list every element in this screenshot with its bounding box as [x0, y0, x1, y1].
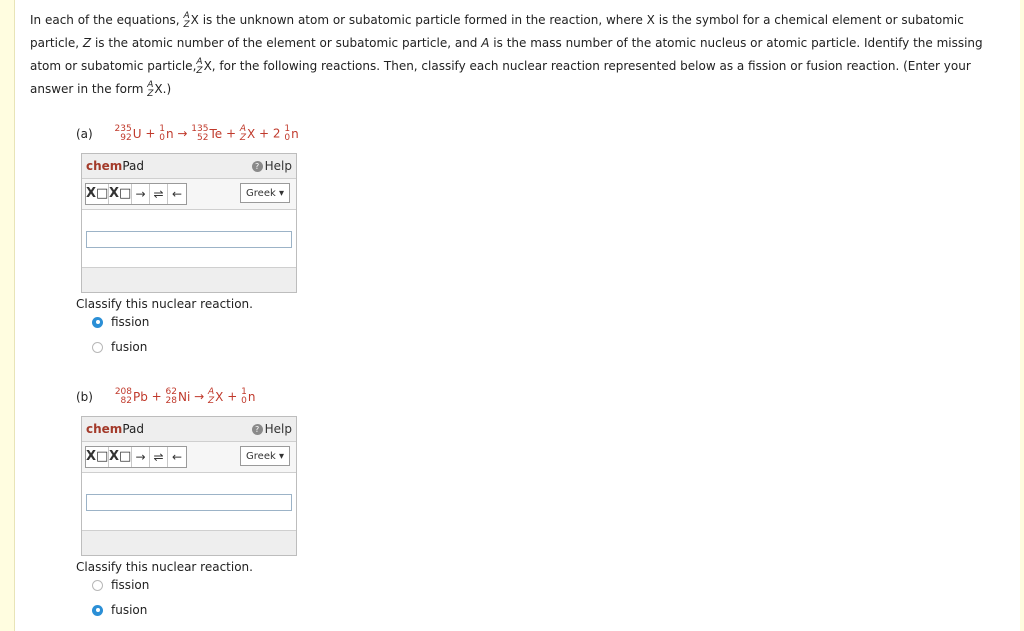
chempad-help-button[interactable]: ? Help: [252, 159, 292, 173]
equation-operator: +: [223, 389, 242, 404]
equation-operator: +: [141, 126, 160, 141]
chempad-answer-input[interactable]: [86, 494, 292, 511]
radio-b-fusion[interactable]: [92, 603, 147, 617]
radio-button[interactable]: [92, 580, 103, 591]
intro-text-5: , for the following reactions. Then, classify each nuclear reaction represented below as a fission or fusion reaction. (Enter your answer in the form: [30, 59, 971, 96]
equilibrium-arrow-button[interactable]: ⇌: [150, 447, 168, 467]
iso-notation-2: A Z X: [196, 56, 212, 76]
intro-text-6: .): [162, 82, 172, 96]
chempad-footer: [82, 267, 296, 292]
equation-b: [76, 388, 255, 406]
intro-z-var: Z: [82, 36, 92, 50]
nuclide: 1 0 n: [241, 387, 256, 406]
option-label: fusion: [111, 603, 148, 617]
question-intro: [30, 9, 1005, 101]
nuclide: 62 28 Ni: [165, 387, 191, 406]
radio-button[interactable]: [92, 342, 103, 353]
equation-operator: →: [190, 389, 208, 404]
chempad-title: chemPad: [86, 159, 144, 173]
chempad-toolbar: [82, 179, 296, 210]
option-label: fission: [111, 578, 150, 592]
nuclide: 1 0 n: [284, 124, 299, 143]
chempad-tool-group: [85, 183, 187, 205]
radio-a-fusion[interactable]: [92, 340, 147, 354]
chempad-footer: [82, 530, 296, 555]
intro-a-var: A: [481, 36, 490, 50]
chempad-title: chemPad: [86, 422, 144, 436]
iso-notation-3: A Z X: [147, 79, 163, 99]
left-arrow-button[interactable]: ←: [171, 450, 183, 464]
subscript-button[interactable]: X□: [86, 184, 109, 204]
equation-a-terms: [114, 124, 299, 143]
intro-text-1: In each of the equations,: [30, 13, 180, 27]
classify-prompt-b: Classify this nuclear reaction.: [76, 560, 253, 574]
equation-operator: + 2: [255, 126, 285, 141]
chempad-toolbar: [82, 442, 296, 473]
chempad-tool-group: [85, 446, 187, 468]
chempad-header: [82, 417, 296, 442]
nuclide: A Z X: [239, 124, 256, 143]
intro-text-2: is the unknown atom or subatomic particle formed in the reaction, where X is the symbol for a chemical element or subatomic particle,: [30, 13, 964, 50]
left-margin-strip: [0, 0, 15, 631]
equation-operator: +: [222, 126, 240, 141]
question-a-label: (a): [76, 126, 93, 141]
classify-prompt-a: Classify this nuclear reaction.: [76, 297, 253, 311]
nuclide: 235 92 U: [114, 124, 142, 143]
chempad-answer-input[interactable]: [86, 231, 292, 248]
nuclide: 135 52 Te: [191, 124, 223, 143]
radio-button-selected[interactable]: [92, 317, 103, 328]
right-arrow-button[interactable]: →: [132, 447, 150, 467]
help-icon: ?: [252, 424, 263, 435]
equilibrium-arrow-button[interactable]: ⇌: [150, 184, 168, 204]
option-label: fission: [111, 315, 150, 329]
left-arrow-button[interactable]: ←: [171, 187, 183, 201]
superscript-button[interactable]: X□: [109, 184, 132, 204]
chempad-header: [82, 154, 296, 179]
greek-dropdown[interactable]: Greek ▾: [240, 183, 290, 203]
help-icon: ?: [252, 161, 263, 172]
subscript-button[interactable]: X□: [86, 447, 109, 467]
intro-text-3: is the atomic number of the element or subatomic particle, and: [94, 36, 478, 50]
superscript-button[interactable]: X□: [109, 447, 132, 467]
equation-operator: +: [147, 389, 166, 404]
nuclide: 208 82 Pb: [114, 387, 148, 406]
radio-a-fission[interactable]: [92, 315, 149, 329]
chempad-help-button[interactable]: ? Help: [252, 422, 292, 436]
right-margin-strip: [1020, 0, 1024, 631]
chempad-a: [81, 153, 297, 293]
option-label: fusion: [111, 340, 148, 354]
iso-notation-1: A Z X: [183, 10, 199, 30]
radio-b-fission[interactable]: [92, 578, 149, 592]
equation-a: [76, 125, 299, 143]
greek-dropdown[interactable]: Greek ▾: [240, 446, 290, 466]
equation-b-terms: [114, 387, 256, 406]
right-arrow-button[interactable]: →: [132, 184, 150, 204]
nuclide: 1 0 n: [159, 124, 174, 143]
intro-text-4: is the mass number of the atomic nucleus or atomic particle. Identify the missing atom or subatomic particle,: [30, 36, 983, 73]
chempad-b: [81, 416, 297, 556]
question-b-label: (b): [76, 389, 93, 404]
equation-operator: →: [173, 126, 192, 141]
nuclide: A Z X: [208, 387, 224, 406]
radio-button-selected[interactable]: [92, 605, 103, 616]
